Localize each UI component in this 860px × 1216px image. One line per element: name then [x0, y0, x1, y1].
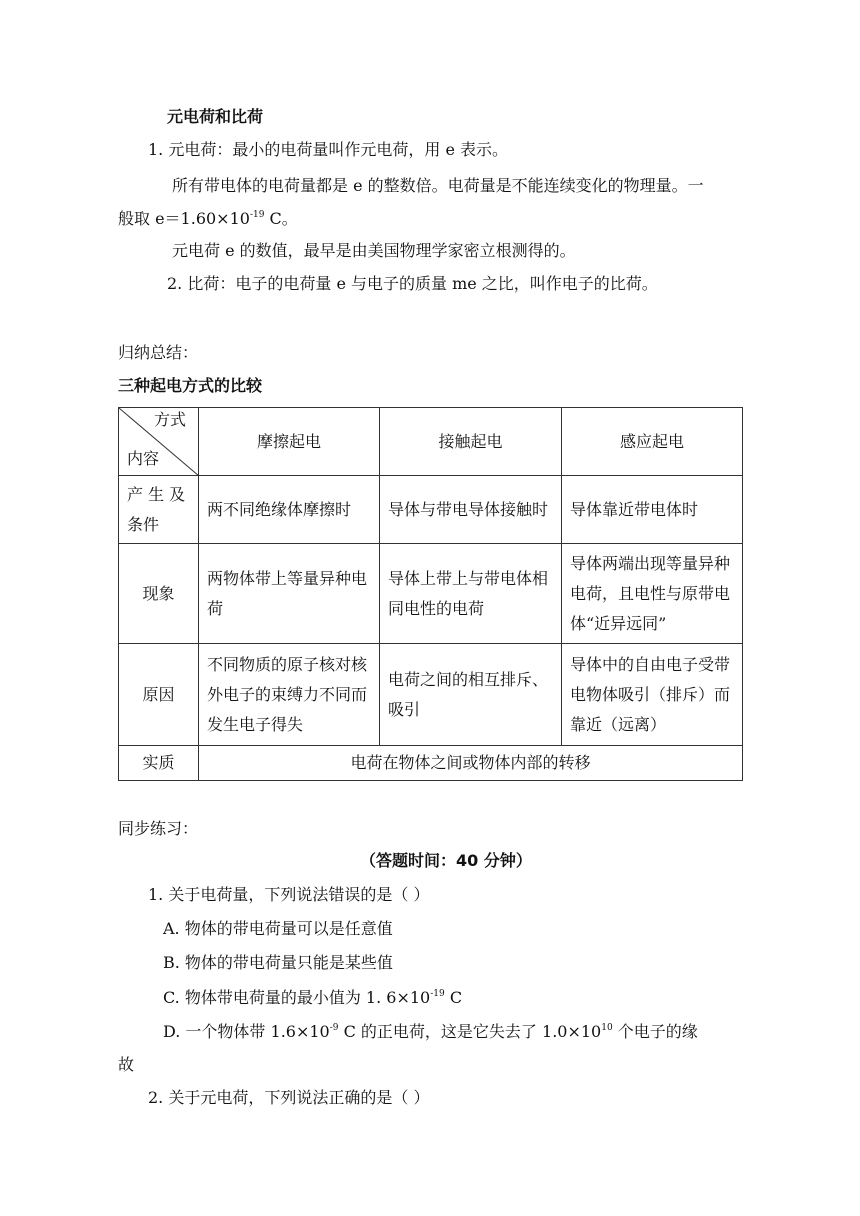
- corner-bottom-label: 内容: [127, 449, 160, 468]
- option-c: C. 物体带电荷量的最小值为 1. $6\times 10^{-19}$ C: [163, 988, 463, 1007]
- header-contact: 接触起电: [380, 408, 562, 476]
- corner-top-label: 方式: [153, 410, 186, 429]
- paragraph-value: 般取 $e=1.60\times 10^{-19}$ C。: [118, 209, 298, 228]
- exercise-label: 同步练习：: [118, 819, 199, 838]
- row-label: 产 生 及 条件: [119, 476, 199, 544]
- option-d: D. 一个物体带 $1.6\times 10^{-9}$ C 的正电荷，这是它失去了 $1.0\times 10^{10}$ 个电子的缘: [163, 1022, 698, 1041]
- row-label: 现象: [119, 544, 199, 644]
- table-cell: 导体靠近带电体时: [562, 476, 743, 544]
- option-d-continued: 故: [118, 1055, 135, 1074]
- table-title: 三种起电方式的比较: [118, 376, 263, 395]
- comparison-table: [118, 407, 743, 781]
- option-b: B. 物体的带电荷量只能是某些值: [163, 953, 393, 972]
- corner-cell: [119, 408, 199, 476]
- table-row: [119, 544, 743, 644]
- table-header-row: [119, 408, 743, 476]
- table-cell: 导体与带电导体接触时: [380, 476, 562, 544]
- row-label: 实质: [119, 746, 199, 781]
- table-cell: 导体两端出现等量异种电荷，且电性与原带电体“近异远同”: [562, 544, 743, 644]
- exercise-time: （答题时间：40 分钟）: [360, 851, 532, 870]
- paragraph-integer-multiple: 所有带电体的电荷量都是 e 的整数倍。电荷量是不能连续变化的物理量。一: [172, 176, 704, 195]
- essence-cell: 电荷在物体之间或物体内部的转移: [199, 746, 743, 781]
- row-label: 原因: [119, 644, 199, 746]
- header-friction: 摩擦起电: [199, 408, 380, 476]
- table-cell: 电荷之间的相互排斥、吸引: [380, 644, 562, 746]
- summary-label: 归纳总结：: [118, 343, 199, 362]
- paragraph-elementary-charge: 1. 元电荷：最小的电荷量叫作元电荷，用 e 表示。: [148, 140, 508, 159]
- table-cell: 不同物质的原子核对核外电子的束缚力不同而发生电子得失: [199, 644, 380, 746]
- option-a: A. 物体的带电荷量可以是任意值: [163, 919, 393, 938]
- table-row-essence: [119, 746, 743, 781]
- table-row: [119, 644, 743, 746]
- section-title: 元电荷和比荷: [167, 107, 264, 126]
- header-induction: 感应起电: [562, 408, 743, 476]
- table-cell: 导体上带上与带电体相同电性的电荷: [380, 544, 562, 644]
- paragraph-millikan: 元电荷 e 的数值，最早是由美国物理学家密立根测得的。: [172, 241, 576, 260]
- question-1: 1. 关于电荷量，下列说法错误的是（ ）: [148, 885, 430, 904]
- table-row: [119, 476, 743, 544]
- table-cell: 两不同绝缘体摩擦时: [199, 476, 380, 544]
- question-2: 2. 关于元电荷，下列说法正确的是（ ）: [148, 1088, 430, 1107]
- paragraph-specific-charge: 2. 比荷：电子的电荷量 e 与电子的质量 me 之比，叫作电子的比荷。: [167, 274, 658, 293]
- table-cell: 两物体带上等量异种电荷: [199, 544, 380, 644]
- table-cell: 导体中的自由电子受带电物体吸引（排斥）而靠近（远离）: [562, 644, 743, 746]
